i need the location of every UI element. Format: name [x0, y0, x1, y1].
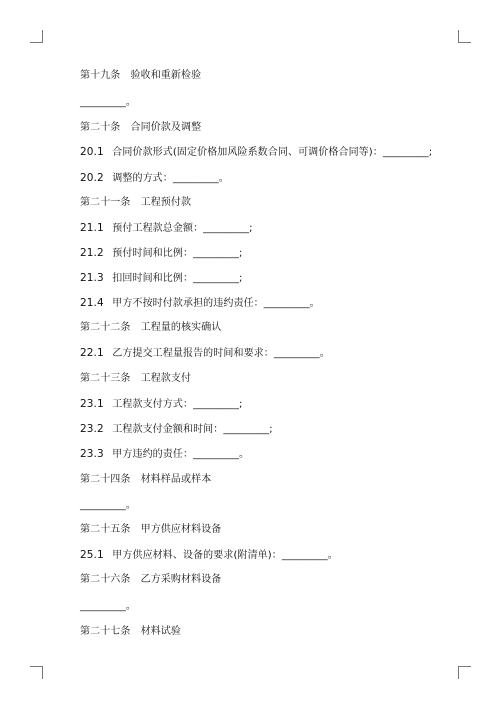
top-right-crop-mark — [458, 30, 471, 43]
clause-text: 合同价款形式(固定价格加风险系数合同、可调价格合同等)：_________; — [112, 147, 433, 158]
line-text: 第十九条 验收和重新检验 — [80, 70, 202, 81]
article-21-heading — [80, 195, 460, 211]
clause-21-2 — [80, 245, 460, 261]
top-left-crop-mark — [30, 30, 43, 43]
clause-number: 21.2 — [80, 247, 104, 259]
line-text: 第二十四条 材料样品或样本 — [80, 474, 212, 485]
clause-text: 扣回时间和比例：_________; — [112, 273, 243, 284]
article-22-heading — [80, 320, 460, 336]
clause-21-1 — [80, 220, 460, 236]
line-text: _________。 — [80, 97, 136, 108]
line-text: 第二十一条 工程预付款 — [80, 197, 192, 208]
clause-text: 调整的方式：_________。 — [112, 173, 229, 184]
article-25-heading — [80, 522, 460, 538]
article-27-heading — [80, 624, 460, 640]
clause-text: 预付时间和比例：_________; — [112, 248, 243, 259]
bottom-right-crop-mark — [458, 666, 471, 679]
clause-23-2 — [80, 421, 460, 437]
clause-23-3 — [80, 446, 460, 462]
clause-number: 20.2 — [80, 172, 104, 184]
line-text: _________。 — [80, 500, 136, 511]
clause-text: 甲方违约的责任：_________。 — [112, 449, 250, 460]
clause-21-4 — [80, 295, 460, 311]
article-20-heading — [80, 120, 460, 136]
line-text: _________。 — [80, 601, 136, 612]
line-text: 第二十五条 甲方供应材料设备 — [80, 524, 222, 535]
clause-number: 23.2 — [80, 423, 104, 435]
clause-20-2 — [80, 170, 460, 186]
clause-number: 23.3 — [80, 448, 104, 460]
article-23-heading — [80, 371, 460, 387]
clause-number: 21.4 — [80, 297, 104, 309]
clause-number: 21.1 — [80, 222, 104, 234]
clause-25-1 — [80, 547, 460, 563]
line-text: 第二十二条 工程量的核实确认 — [80, 322, 222, 333]
clause-text: 工程款支付方式：_________; — [112, 399, 243, 410]
clause-number: 22.1 — [80, 347, 104, 359]
article-24-blank — [80, 498, 460, 514]
clause-number: 20.1 — [80, 146, 104, 158]
article-26-heading — [80, 572, 460, 588]
article-19-blank — [80, 95, 460, 111]
line-text: 第二十三条 工程款支付 — [80, 373, 192, 384]
clause-text: 乙方提交工程量报告的时间和要求：_________。 — [112, 348, 330, 359]
line-text: 第二十七条 材料试验 — [80, 626, 181, 637]
article-26-blank — [80, 599, 460, 615]
clause-text: 工程款支付金额和时间：_________; — [112, 424, 273, 435]
line-text: 第二十六条 乙方采购材料设备 — [80, 574, 222, 585]
clause-number: 21.3 — [80, 272, 104, 284]
clause-number: 23.1 — [80, 398, 104, 410]
clause-21-3 — [80, 270, 460, 286]
clause-text: 甲方不按时付款承担的违约责任：_________。 — [112, 298, 320, 309]
article-24-heading — [80, 472, 460, 488]
article-19-heading — [80, 68, 460, 84]
line-text: 第二十条 合同价款及调整 — [80, 122, 202, 133]
clause-22-1 — [80, 345, 460, 361]
clause-text: 预付工程款总金额：_________; — [112, 223, 253, 234]
clause-20-1 — [80, 144, 460, 160]
clause-number: 25.1 — [80, 549, 104, 561]
clause-text: 甲方供应材料、设备的要求(附清单)：_________。 — [112, 550, 338, 561]
bottom-left-crop-mark — [30, 666, 43, 679]
clause-23-1 — [80, 396, 460, 412]
